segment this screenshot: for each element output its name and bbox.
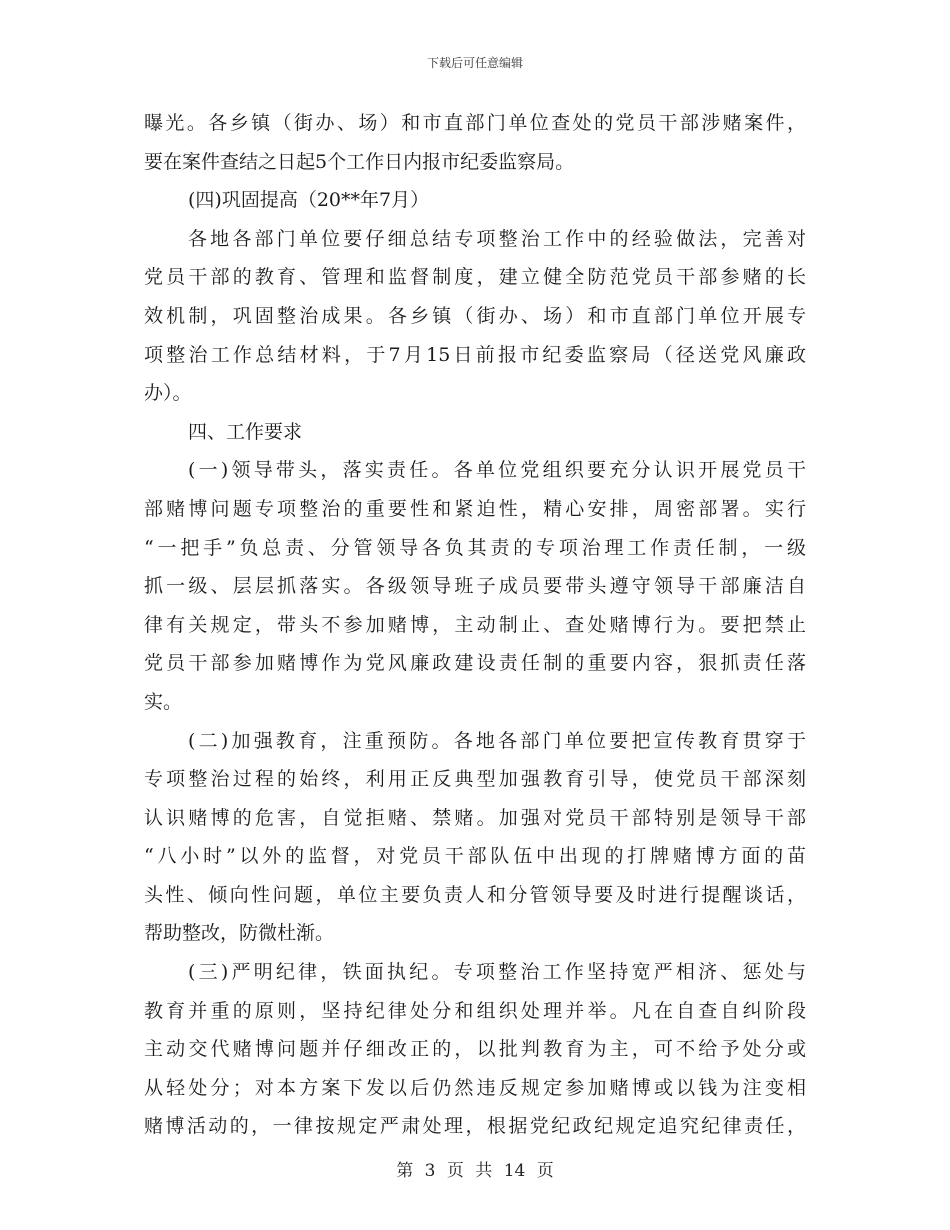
text-line: “八小时”以外的监督，对党员干部队伍中出现的打牌赌博方面的苗: [144, 845, 806, 868]
text-line: 专项整治过程的始终，利用正反典型加强教育引导，使党员干部深刻: [144, 768, 806, 791]
text-line: 四、工作要求: [188, 420, 303, 443]
text-line: 各地各部门单位要仔细总结专项整治工作中的经验做法，完善对: [188, 227, 806, 250]
text-line: 效机制，巩固整治成果。各乡镇（街办、场）和市直部门单位开展专: [144, 304, 806, 327]
text-line: “一把手”负总责、分管领导各负其责的专项治理工作责任制，一级: [144, 536, 806, 559]
text-line: (三)严明纪律，铁面执纪。专项整治工作坚持宽严相济、惩处与: [188, 961, 806, 984]
text-line: 项整治工作总结材料，于7月15日前报市纪委监察局（径送党风廉政: [144, 343, 806, 366]
text-line: 教育并重的原则，坚持纪律处分和组织处理并举。凡在自查自纠阶段: [144, 999, 806, 1022]
text-line: 部赌博问题专项整治的重要性和紧迫性，精心安排，周密部署。实行: [144, 497, 806, 520]
text-line: 赌博活动的，一律按规定严肃处理，根据党纪政纪规定追究纪律责任，: [144, 1115, 806, 1138]
text-line: 主动交代赌博问题并仔细改正的，以批判教育为主，可不给予处分或: [144, 1038, 806, 1061]
text-line: (四)巩固提高（20**年7月）: [188, 189, 430, 212]
page-header: 下载后可任意编辑: [426, 56, 523, 70]
text-line: 实。: [144, 690, 183, 713]
text-line: 要在案件查结之日起5个工作日内报市纪委监察局。: [144, 150, 575, 173]
text-line: 党员干部的教育、管理和监督制度，建立健全防范党员干部参赌的长: [144, 266, 806, 289]
text-line: 从轻处分；对本方案下发以后仍然违反规定参加赌博或以钱为注变相: [144, 1076, 806, 1099]
text-line: 抓一级、层层抓落实。各级领导班子成员要带头遵守领导干部廉洁自: [144, 575, 806, 598]
text-line: (二)加强教育，注重预防。各地各部门单位要把宣传教育贯穿于: [188, 729, 806, 752]
text-line: 办）。: [144, 382, 192, 405]
text-line: 认识赌博的危害，自觉拒赌、禁赌。加强对党员干部特别是领导干部: [144, 806, 806, 829]
text-line: 帮助整改，防微杜渐。: [144, 922, 335, 945]
page-footer: 第 3 页 共 14 页: [396, 1161, 554, 1181]
text-line: (一)领导带头，落实责任。各单位党组织要充分认识开展党员干: [188, 459, 806, 482]
text-line: 曝光。各乡镇（街办、场）和市直部门单位查处的党员干部涉赌案件，: [144, 112, 806, 134]
text-line: 头性、倾向性问题，单位主要负责人和分管领导要及时进行提醒谈话，: [144, 883, 806, 906]
document-body: [144, 104, 806, 1146]
text-line: 党员干部参加赌博作为党风廉政建设责任制的重要内容，狠抓责任落: [144, 652, 806, 675]
text-line: 律有关规定，带头不参加赌博，主动制止、查处赌博行为。要把禁止: [144, 613, 806, 636]
